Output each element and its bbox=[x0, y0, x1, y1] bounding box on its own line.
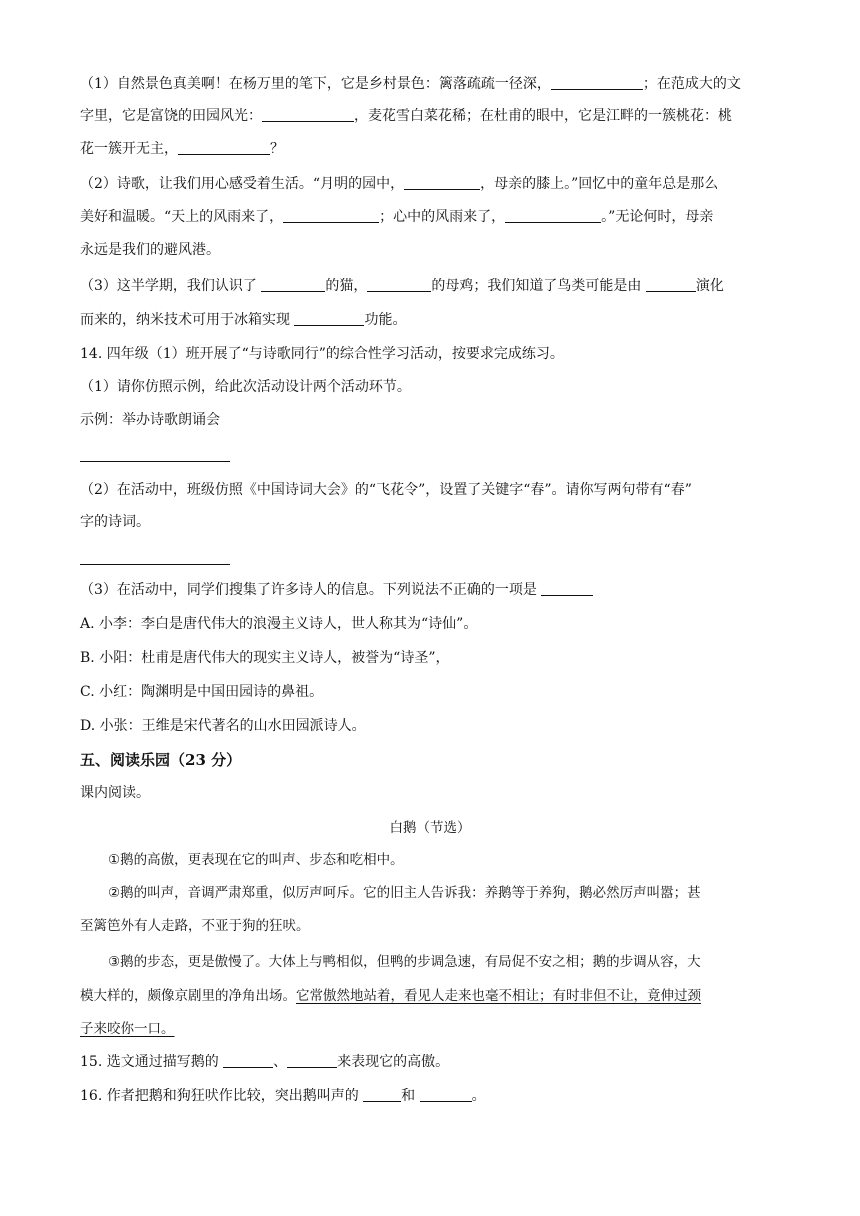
passage-para1: ①鹅的高傲，更表现在它的叫声、步态和吃相中。 bbox=[108, 852, 404, 868]
answer-blank[interactable] bbox=[287, 1053, 337, 1068]
underlined-text: 它常傲然地站着，看见人走来也毫不相让；有时非但不让，竟伸过颈 bbox=[296, 988, 701, 1004]
q16 bbox=[80, 1086, 486, 1106]
text: 的母鸡；我们知道了鸟类可能是由 bbox=[431, 278, 642, 294]
answer-blank[interactable] bbox=[363, 1087, 401, 1102]
text: 。 bbox=[471, 1088, 486, 1104]
q14-part2-line1: （2）在活动中，班级仿照《中国诗词大会》的“飞花令”，设置了关键字“春”。请你写两句带有“春” bbox=[80, 482, 692, 498]
q13-part3-line2 bbox=[80, 310, 406, 330]
passage-para2-line2: 至篱笆外有人走路，不亚于狗的狂吠。 bbox=[80, 918, 310, 934]
text: （3）这半学期，我们认识了 bbox=[80, 278, 257, 294]
option-a[interactable]: A. 小李：李白是唐代伟大的浪漫主义诗人，世人称其为“诗仙”。 bbox=[80, 616, 478, 632]
answer-blank[interactable] bbox=[404, 175, 480, 190]
section-intro: 课内阅读。 bbox=[80, 785, 150, 801]
answer-line[interactable] bbox=[80, 564, 230, 565]
answer-blank[interactable] bbox=[261, 277, 325, 292]
passage-para3-line3 bbox=[80, 1019, 175, 1039]
passage-title: 白鹅（节选） bbox=[389, 820, 471, 836]
answer-blank[interactable] bbox=[541, 581, 593, 596]
q13-part2-line3 bbox=[80, 240, 220, 260]
text: 花一簇开无主， bbox=[80, 141, 178, 157]
text: 。”无论何时，母亲 bbox=[601, 209, 714, 225]
text: 来表现它的高傲。 bbox=[337, 1054, 450, 1070]
text: （1）自然景色真美啊！在杨万里的笔下，它是乡村景色：篱落疏疏一径深， bbox=[80, 76, 551, 92]
text: 永远是我们的避风港。 bbox=[80, 242, 220, 258]
text: 、 bbox=[273, 1054, 288, 1070]
option-b[interactable]: B. 小阳：杜甫是唐代伟大的现实主义诗人，被誉为“诗圣”， bbox=[80, 650, 450, 666]
answer-blank[interactable] bbox=[367, 277, 431, 292]
answer-blank[interactable] bbox=[223, 1053, 273, 1068]
text: 模大样的，颇像京剧里的净角出场。 bbox=[80, 988, 296, 1004]
answer-blank[interactable] bbox=[283, 208, 379, 223]
q14-title: 14. 四年级（1）班开展了“与诗歌同行”的综合性学习活动，按要求完成练习。 bbox=[80, 346, 564, 362]
text: ，母亲的膝上。”回忆中的童年总是那么 bbox=[480, 176, 719, 192]
text: 功能。 bbox=[364, 312, 407, 328]
underlined-text: 子来咬你一口。 bbox=[80, 1021, 175, 1037]
q13-part2-line2 bbox=[80, 207, 713, 227]
text: （2）诗歌，让我们用心感受着生活。“月明的园中， bbox=[80, 176, 405, 192]
passage-para3-line1: ③鹅的步态，更是傲慢了。大体上与鸭相似，但鸭的步调急速，有局促不安之相；鹅的步调从容，大 bbox=[108, 954, 701, 970]
q14-part3 bbox=[80, 580, 593, 600]
q15 bbox=[80, 1052, 449, 1072]
text: 15. 选文通过描写鹅的 bbox=[80, 1054, 219, 1070]
q13-part1-line1 bbox=[80, 74, 741, 94]
q13-part1-line3 bbox=[80, 139, 284, 159]
text: 字里，它是富饶的田园风光： bbox=[80, 108, 262, 124]
q13-part1-line2 bbox=[80, 106, 732, 126]
answer-blank[interactable] bbox=[551, 75, 643, 90]
option-d[interactable]: D. 小张：王维是宋代著名的山水田园派诗人。 bbox=[80, 718, 366, 734]
text: 美好和温暖。“天上的风雨来了， bbox=[80, 209, 284, 225]
text: 而来的，纳米技术可用于冰箱实现 bbox=[80, 312, 290, 328]
text: ；在范成大的文 bbox=[642, 76, 741, 92]
passage-para3-line2 bbox=[80, 986, 701, 1006]
text: 和 bbox=[401, 1088, 416, 1104]
q14-part1: （1）请你仿照示例，给此次活动设计两个活动环节。 bbox=[80, 379, 411, 395]
text: ？ bbox=[270, 141, 284, 157]
answer-blank[interactable] bbox=[646, 277, 696, 292]
q14-part2-line2: 字的诗词。 bbox=[80, 514, 150, 530]
text: ，麦花雪白菜花稀；在杜甫的眼中，它是江畔的一簇桃花：桃 bbox=[354, 108, 732, 124]
text: （3）在活动中，同学们搜集了许多诗人的信息。下列说法不正确的一项是 bbox=[80, 582, 537, 598]
section-heading: 五、阅读乐园（23 分） bbox=[80, 751, 242, 769]
q14-example: 示例：举办诗歌朗诵会 bbox=[80, 412, 220, 428]
answer-blank[interactable] bbox=[178, 140, 270, 155]
option-c[interactable]: C. 小红：陶渊明是中国田园诗的鼻祖。 bbox=[80, 684, 324, 700]
q13-part3-line1 bbox=[80, 276, 724, 296]
answer-blank[interactable] bbox=[294, 311, 364, 326]
answer-blank[interactable] bbox=[420, 1087, 472, 1102]
answer-blank[interactable] bbox=[505, 208, 601, 223]
text: 的猫， bbox=[325, 278, 368, 294]
answer-blank[interactable] bbox=[262, 107, 354, 122]
text: 演化 bbox=[695, 278, 724, 294]
text: ；心中的风雨来了， bbox=[379, 209, 506, 225]
text: 16. 作者把鹅和狗狂吠作比较，突出鹅叫声的 bbox=[80, 1088, 359, 1104]
passage-para2-line1: ②鹅的叫声，音调严肃郑重，似厉声呵斥。它的旧主人告诉我：养鹅等于养狗，鹅必然厉声叫嚣；甚 bbox=[108, 885, 701, 901]
answer-line[interactable] bbox=[80, 461, 230, 462]
q13-part2-line1 bbox=[80, 174, 718, 194]
